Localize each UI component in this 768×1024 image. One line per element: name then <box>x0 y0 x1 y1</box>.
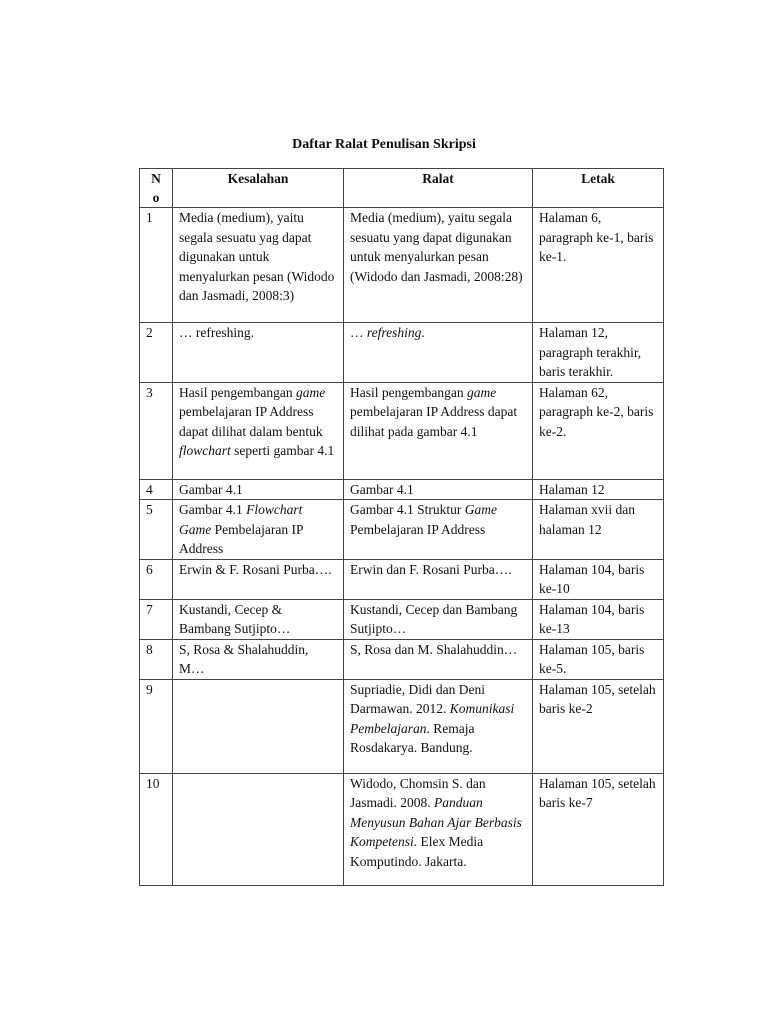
table-row <box>140 773 664 885</box>
header-kesalahan: Kesalahan <box>173 169 344 208</box>
table-row <box>140 382 664 479</box>
document-title: Daftar Ralat Penulisan Skripsi <box>292 137 476 152</box>
header-ralat: Ralat <box>344 169 533 208</box>
kesalahan-text: pembelajaran IP Address dapat dilihat dalam bentuk <box>179 404 323 439</box>
kesalahan-text: Gambar 4.1 <box>179 481 243 497</box>
kesalahan-cell <box>173 559 344 599</box>
ralat-cell <box>344 500 533 560</box>
ralat-text: Gambar 4.1 Struktur <box>350 502 465 517</box>
letak-cell: Halaman 104, baris ke-13 <box>533 599 664 639</box>
ralat-cell <box>344 639 533 679</box>
row-number: 3 <box>140 382 173 479</box>
ralat-text: game <box>466 384 497 400</box>
ralat-text: . Elex Media Komputindo. Jakarta. <box>350 834 484 869</box>
ralat-text: Media (medium), yaitu segala sesuatu yang dapat digunakan untuk menyalurkan pesan (Widodo dan Jasmadi, 2008:28) <box>350 210 523 284</box>
ralat-text: Hasil pengembangan <box>350 384 467 400</box>
ralat-text: S, Rosa dan M. Shalahuddin… <box>350 641 518 657</box>
kesalahan-text: seperti gambar 4.1 <box>230 443 335 458</box>
row-number: 5 <box>140 500 173 560</box>
kesalahan-cell <box>173 639 344 679</box>
kesalahan-cell <box>173 773 344 885</box>
ralat-cell <box>344 599 533 639</box>
kesalahan-text: Media (medium), yaitu segala sesuatu yag dapat digunakan untuk menyalurkan pesan (Widodo dan Jasmadi, 2008:3) <box>179 210 335 303</box>
ralat-cell <box>344 773 533 885</box>
letak-cell: Halaman 62, paragraph ke-2, baris ke-2. <box>533 382 664 479</box>
table-row <box>140 679 664 773</box>
ralat-cell <box>344 382 533 479</box>
ralat-text: pembelajaran IP Address dapat dilihat pada gambar 4.1 <box>350 404 518 439</box>
kesalahan-text: Gambar 4.1 <box>179 502 247 517</box>
kesalahan-cell <box>173 679 344 773</box>
ralat-text: Widodo, Chomsin S. dan Jasmadi. 2008. <box>350 775 486 810</box>
letak-cell: Halaman 12, paragraph terakhir, baris terakhir. <box>533 323 664 383</box>
kesalahan-cell <box>173 479 344 500</box>
row-number: 6 <box>140 559 173 599</box>
ralat-text: refreshing <box>366 325 422 340</box>
kesalahan-cell <box>173 500 344 560</box>
table-row <box>140 599 664 639</box>
ralat-cell <box>344 679 533 773</box>
kesalahan-text: S, Rosa & Shalahuddin, M… <box>179 641 309 676</box>
letak-cell: Halaman 105, setelah baris ke-2 <box>533 679 664 773</box>
kesalahan-text: flowchart <box>179 443 231 458</box>
kesalahan-text: Flowchart Game <box>179 502 303 537</box>
kesalahan-text: Hasil pengembangan <box>179 384 296 400</box>
kesalahan-cell <box>173 208 344 323</box>
letak-cell: Halaman 104, baris ke-10 <box>533 559 664 599</box>
ralat-text: Gambar 4.1 <box>350 481 414 497</box>
ralat-text: Game <box>464 502 497 517</box>
ralat-text: Erwin dan F. Rosani Purba…. <box>350 561 512 577</box>
table-row <box>140 323 664 383</box>
letak-cell: Halaman xvii dan halaman 12 <box>533 500 664 560</box>
ralat-text: Pembelajaran IP Address <box>350 521 486 537</box>
header-letak: Letak <box>533 169 664 208</box>
table-row <box>140 208 664 323</box>
letak-cell: Halaman 6, paragraph ke-1, baris ke-1. <box>533 208 664 323</box>
ralat-text: Kustandi, Cecep dan Bambang Sutjipto… <box>350 601 518 636</box>
ralat-text: . <box>421 325 425 340</box>
kesalahan-text: Erwin & F. Rosani Purba…. <box>179 561 332 577</box>
row-number: 7 <box>140 599 173 639</box>
row-number: 9 <box>140 679 173 773</box>
kesalahan-text: Kustandi, Cecep & Bambang Sutjipto… <box>179 601 291 636</box>
kesalahan-text: game <box>295 384 326 400</box>
ralat-text: . Remaja Rosdakarya. Bandung. <box>350 720 475 755</box>
ralat-text: Panduan Menyusun Bahan Ajar Berbasis Kompetensi <box>350 795 522 849</box>
table-row <box>140 639 664 679</box>
kesalahan-text: Pembelajaran IP Address <box>179 521 303 556</box>
table-row <box>140 479 664 500</box>
ralat-cell <box>344 323 533 383</box>
header-no-line2: o <box>152 190 160 205</box>
ralat-cell <box>344 208 533 323</box>
ralat-text: … <box>350 325 367 340</box>
row-number: 4 <box>140 479 173 500</box>
errata-table <box>139 168 664 886</box>
letak-cell: Halaman 105, setelah baris ke-7 <box>533 773 664 885</box>
ralat-cell <box>344 559 533 599</box>
ralat-cell <box>344 479 533 500</box>
kesalahan-cell <box>173 599 344 639</box>
letak-cell: Halaman 105, baris ke-5. <box>533 639 664 679</box>
header-row <box>140 169 664 208</box>
kesalahan-cell <box>173 382 344 479</box>
kesalahan-text: … refreshing. <box>179 325 254 340</box>
ralat-text: Komunikasi Pembelajaran <box>350 701 515 736</box>
row-number: 2 <box>140 323 173 383</box>
table-row <box>140 500 664 560</box>
header-no-line1: N <box>151 171 161 186</box>
errata-body <box>140 208 664 886</box>
row-number: 8 <box>140 639 173 679</box>
table-row <box>140 559 664 599</box>
row-number: 10 <box>140 773 173 885</box>
kesalahan-cell <box>173 323 344 383</box>
ralat-text: Supriadie, Didi dan Deni Darmawan. 2012. <box>350 681 485 716</box>
row-number: 1 <box>140 208 173 323</box>
letak-cell: Halaman 12 <box>533 479 664 500</box>
header-no <box>140 169 173 208</box>
